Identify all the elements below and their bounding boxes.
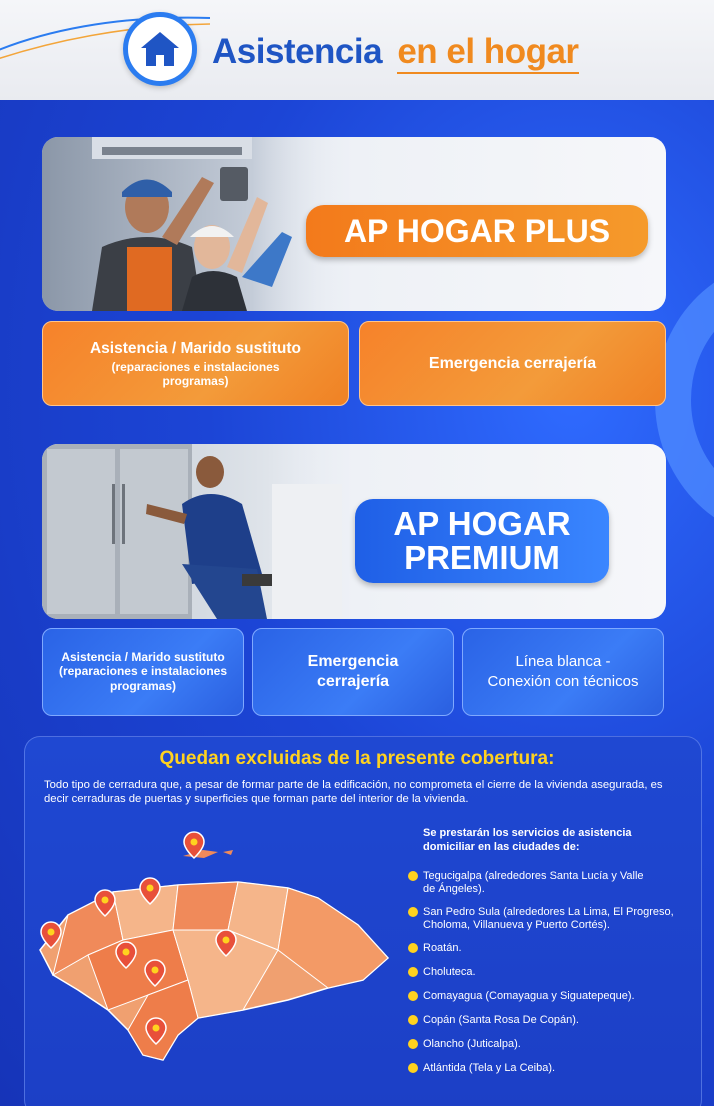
city-text: Olancho (Juticalpa). [423, 1038, 521, 1050]
honduras-map [28, 830, 408, 1070]
bullet-dot-icon [408, 1063, 418, 1073]
premium-badge-line2: PREMIUM [404, 539, 560, 576]
city-item [408, 966, 700, 979]
premium-service-locksmith[interactable] [252, 628, 454, 716]
service-title-line1: Emergencia [307, 653, 399, 670]
logo [123, 12, 197, 86]
page-title [212, 32, 579, 72]
bullet-dot-icon [408, 1015, 418, 1025]
service-title-line2: Conexión con técnicos [487, 673, 639, 690]
service-subtitle: (reparaciones e instalaciones programas) [58, 664, 228, 693]
service-title: Asistencia / Marido sustituto [61, 650, 225, 664]
city-item [408, 942, 700, 955]
premium-service-assistance[interactable] [42, 628, 244, 716]
city-text: Tegucigalpa (alrededores Santa Lucía y Valle de Ángeles). [423, 870, 644, 895]
premium-badge [355, 499, 609, 583]
service-title: Emergencia cerrajería [428, 354, 597, 372]
plus-service-assistance[interactable] [42, 321, 349, 406]
premium-badge-line1: AP HOGAR [393, 505, 571, 542]
service-title-line1: Línea blanca - [515, 653, 611, 670]
header [0, 0, 714, 100]
bullet-dot-icon [408, 1039, 418, 1049]
technician-fridge-photo [42, 444, 342, 619]
city-item [408, 990, 700, 1003]
city-text: Comayagua (Comayagua y Siguatepeque). [423, 990, 635, 1002]
bullet-dot-icon [408, 967, 418, 977]
bullet-dot-icon [408, 871, 418, 881]
city-item [408, 1014, 700, 1027]
exclusions-title: Quedan excluidas de la presente cobertura: [159, 748, 555, 769]
exclusions-text: Todo tipo de cerradura que, a pesar de formar parte de la edificación, no comprometa el cierre de la vivienda asegurada, es decir cerraduras de puertas y superficies que forman parte del interior de la vivienda. [44, 779, 663, 805]
city-text: Copán (Santa Rosa De Copán). [423, 1014, 579, 1026]
bullet-dot-icon [408, 907, 418, 917]
technicians-photo [42, 137, 342, 311]
city-text: Choluteca. [423, 966, 476, 978]
city-item [408, 906, 700, 932]
city-item [408, 1062, 700, 1075]
city-item [408, 1038, 700, 1051]
bullet-dot-icon [408, 991, 418, 1001]
city-item [408, 870, 700, 896]
title-part-2: en el hogar [397, 32, 578, 74]
plus-service-locksmith[interactable] [359, 321, 666, 406]
service-title-line2: cerrajería [316, 673, 390, 690]
city-text: Atlántida (Tela y La Ceiba). [423, 1062, 556, 1074]
service-subtitle: (reparaciones e instalaciones programas) [111, 359, 280, 388]
bullet-dot-icon [408, 943, 418, 953]
cities-intro: Se prestarán los servicios de asistencia domiciliar en las ciudades de: [423, 827, 632, 853]
plus-badge: AP HOGAR PLUS [306, 205, 648, 257]
title-part-1: Asistencia [212, 32, 383, 71]
city-text: Roatán. [423, 942, 462, 954]
house-icon [138, 29, 182, 69]
premium-card [42, 444, 666, 619]
plus-card [42, 137, 666, 311]
service-title: Asistencia / Marido sustituto [89, 339, 301, 357]
city-text: San Pedro Sula (alrededores La Lima, El Progreso, Choloma, Villanueva y Puerto Cortés). [423, 906, 674, 931]
premium-service-appliances[interactable] [462, 628, 664, 716]
